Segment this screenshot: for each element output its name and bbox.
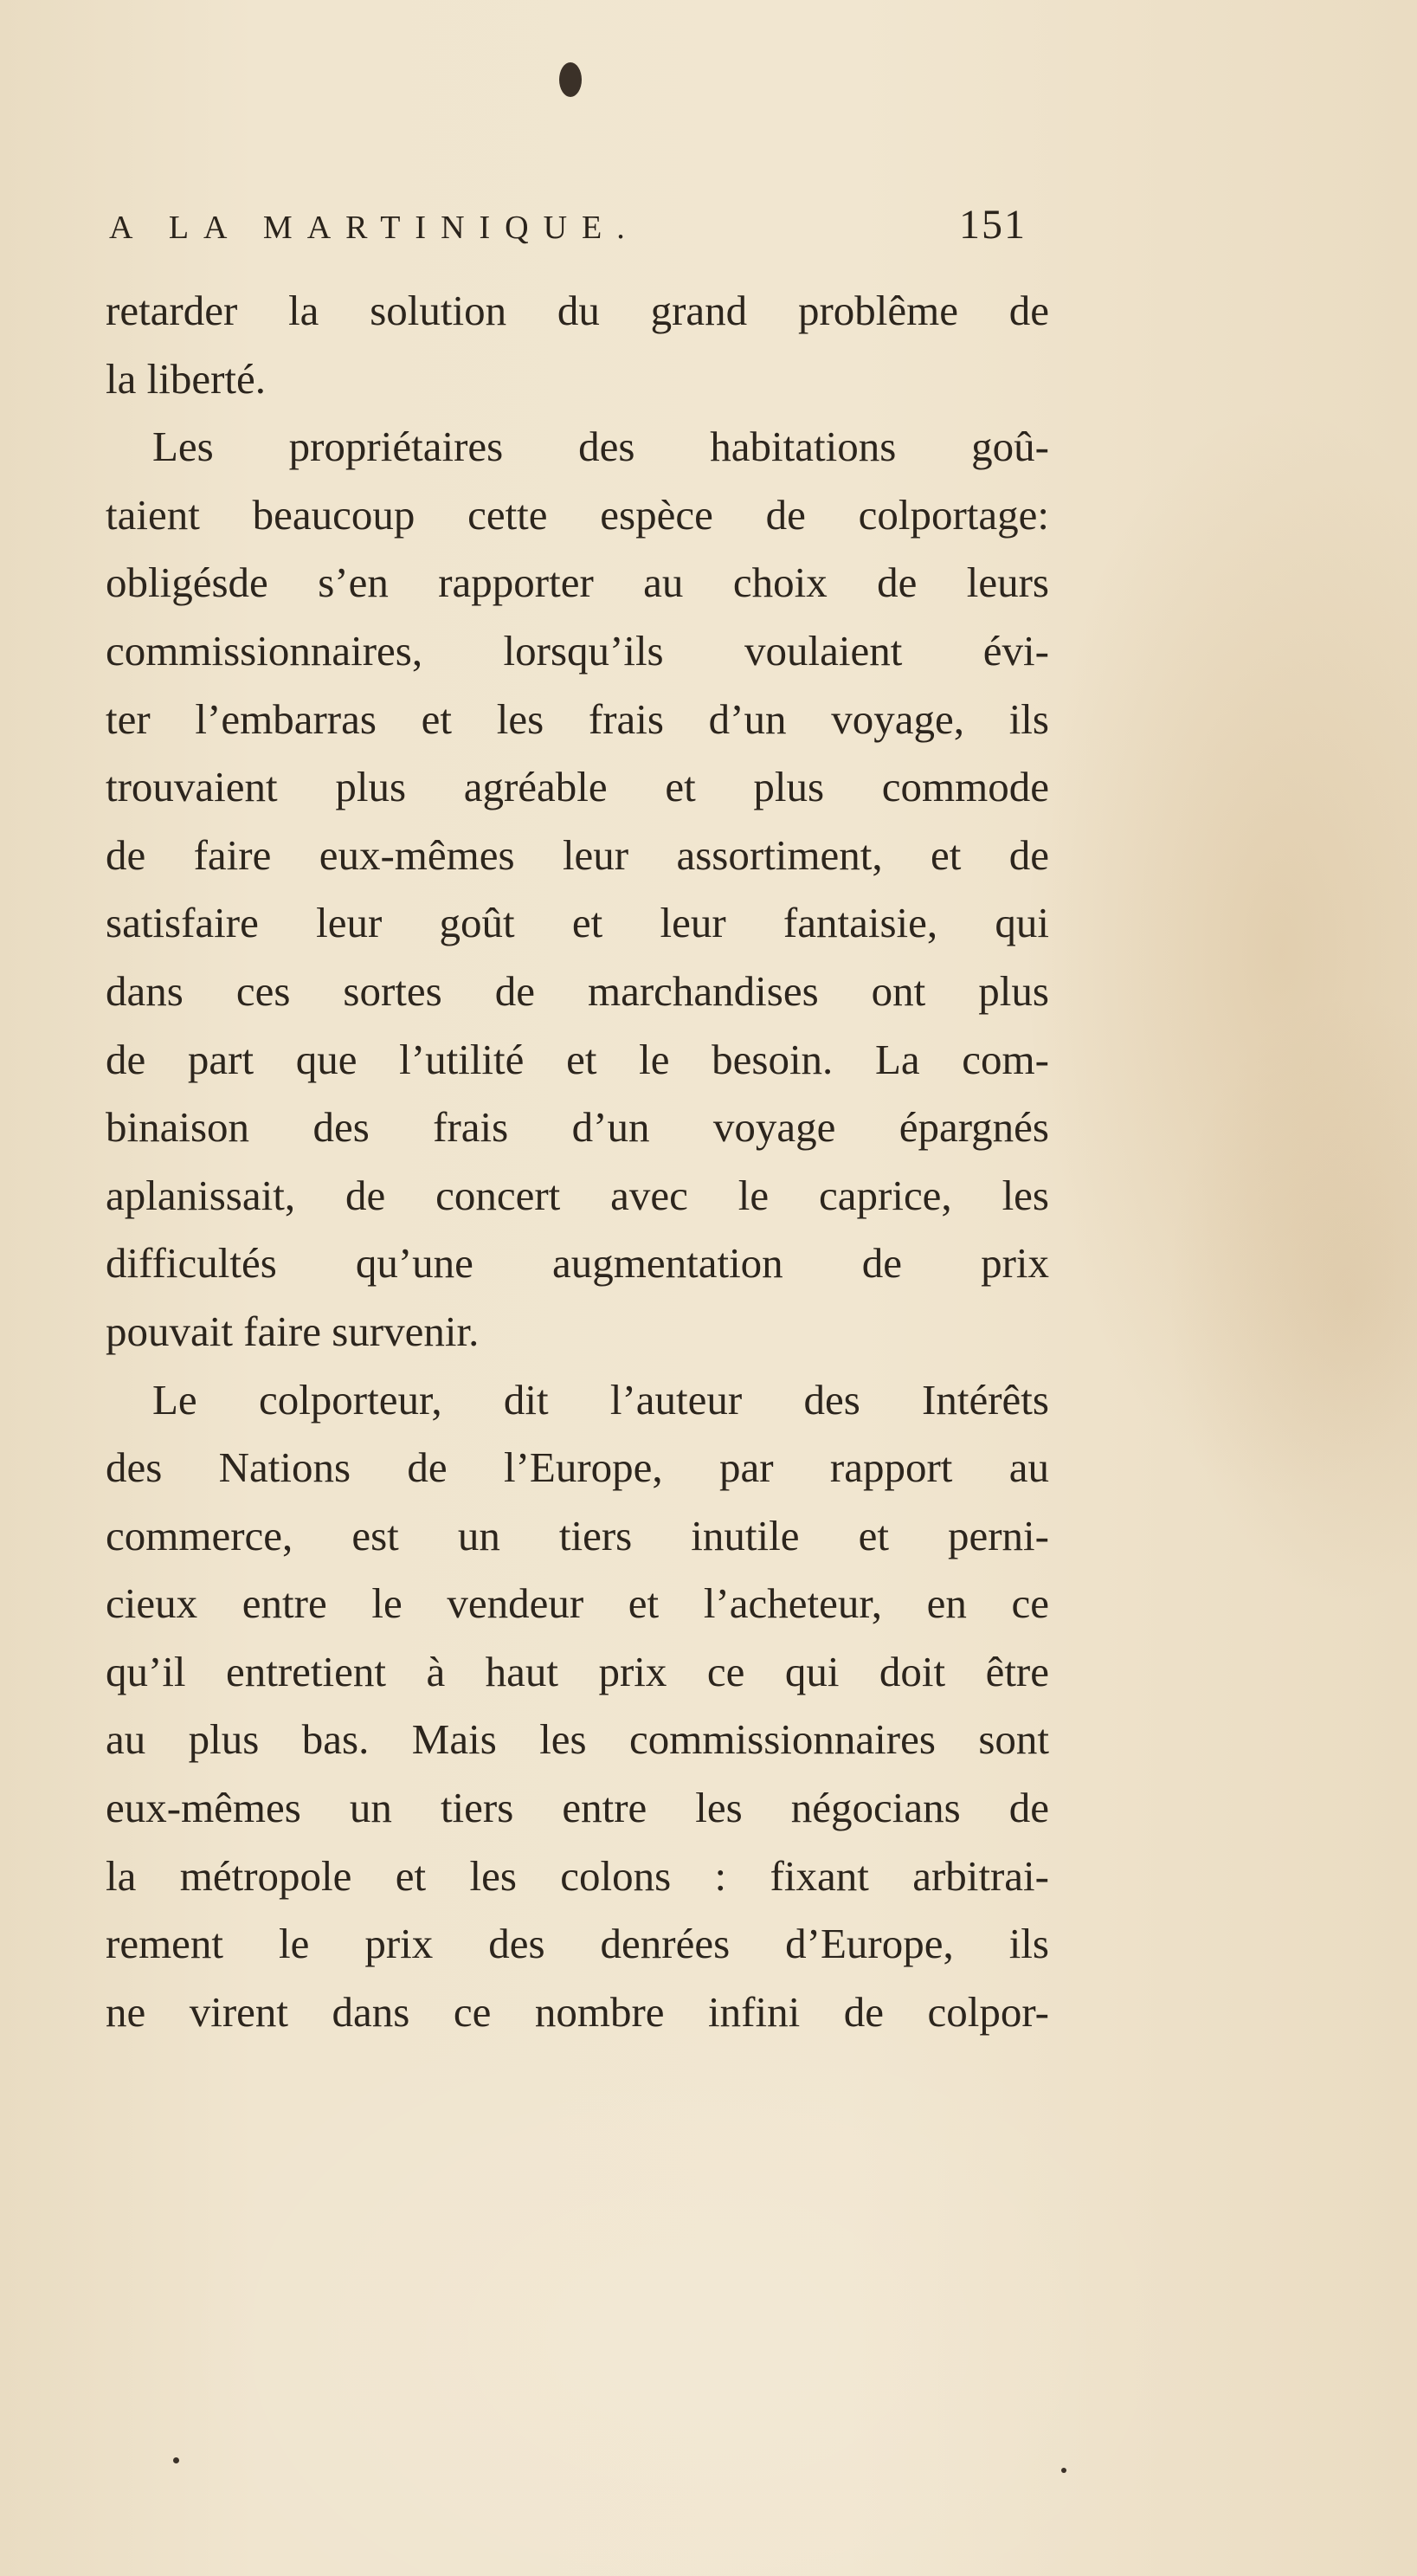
paper-speck [1061,2468,1066,2473]
text-line: de part que l’utilité et le besoin. La com- [106,1035,1049,1083]
text-line: trouvaient plus agréable et plus commode [106,763,1049,811]
text-line: eux-mêmes un tiers entre les négocians de [106,1784,1049,1832]
text-line: au plus bas. Mais les commissionnaires sont [106,1715,1049,1764]
text-line: des Nations de l’Europe, par rapport au [106,1443,1049,1492]
text-line: difficultés qu’une augmentation de prix [106,1239,1049,1288]
page-number: 151 [959,202,1027,248]
text-line: ne virent dans ce nombre infini de colpor- [106,1987,1049,2036]
page-header [109,201,1027,253]
text-line: retarder la solution du grand problême de [106,287,1049,334]
text-line: obligésde s’en rapporter au choix de leurs [106,558,1049,607]
text-line: satisfaire leur goût et leur fantaisie, qui [106,899,1049,947]
text-line: dans ces sortes de marchandises ont plus [106,966,1049,1015]
text-line: binaison des frais d’un voyage épargnés [106,1103,1049,1152]
text-line: cieux entre le vendeur et l’acheteur, en ce [106,1579,1049,1628]
text-line: rement le prix des denrées d’Europe, ils [106,1920,1049,1968]
text-line: taient beaucoup cette espèce de colportage: [106,490,1049,539]
text-line: pouvait faire survenir. [106,1307,480,1355]
body-text [106,277,1049,2046]
running-head: A LA MARTINIQUE. [109,210,640,246]
paragraph-first-line: Le colporteur, dit l’auteur des Intérêts [152,1375,1049,1424]
text-line: la métropole et les colons : fixant arbitrai- [106,1851,1049,1900]
text-line: commerce, est un tiers inutile et perni- [106,1511,1049,1559]
paper-speck [173,2457,179,2463]
text-line: de faire eux-mêmes leur assortiment, et de [106,830,1049,879]
text-line: commissionnaires, lorsqu’ils voulaient évi- [106,626,1049,675]
text-line: aplanissait, de concert avec le caprice, les [106,1171,1049,1219]
paragraph-first-line: Les propriétaires des habitations goû- [152,423,1049,471]
text-line: qu’il entretient à haut prix ce qui doit être [106,1647,1049,1695]
text-line: ter l’embarras et les frais d’un voyage, ils [106,694,1049,743]
text-line: la liberté. [106,354,267,403]
ink-blot [559,62,582,97]
